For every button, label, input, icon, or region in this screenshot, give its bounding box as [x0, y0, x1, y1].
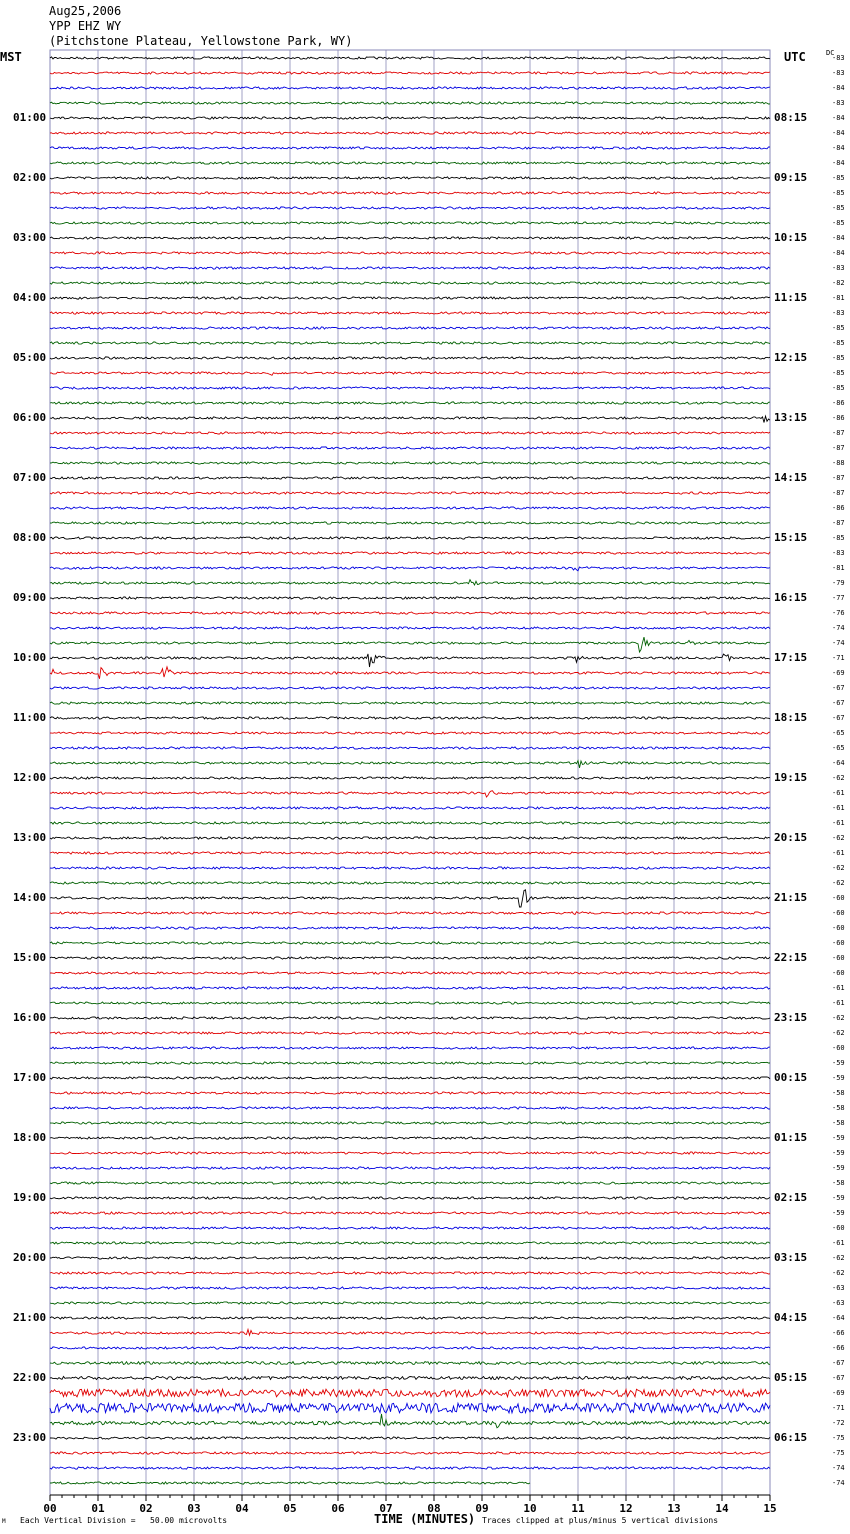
trace-line: [50, 1272, 770, 1274]
x-tick-label: 09: [475, 1502, 489, 1515]
dc-offset-label: -62: [832, 1269, 845, 1277]
dc-offset-label: -61: [832, 999, 845, 1007]
dc-offset-label: -61: [832, 984, 845, 992]
clip-note: Traces clipped at plus/minus 5 vertical divisions: [482, 1516, 719, 1525]
dc-offset-label: -64: [832, 759, 845, 767]
trace-line: [50, 87, 770, 89]
right-hour-label: 09:15: [774, 171, 808, 184]
dc-offset-label: -83: [832, 264, 845, 272]
dc-offset-label: -74: [832, 1479, 845, 1487]
left-hour-label: 16:00: [13, 1011, 47, 1024]
trace-line: [50, 1032, 770, 1034]
dc-offset-label: -62: [832, 1029, 845, 1037]
trace-line: [50, 102, 770, 104]
dc-offset-label: -83: [832, 99, 845, 107]
dc-offset-label: -66: [832, 1329, 845, 1337]
left-hour-label: 08:00: [13, 531, 47, 544]
trace-line: [50, 282, 770, 284]
trace-line: [50, 732, 770, 734]
trace-line: [50, 822, 770, 824]
trace-line: [50, 852, 770, 854]
trace-line: [50, 387, 770, 389]
right-hour-label: 20:15: [774, 831, 808, 844]
trace-line: [50, 132, 770, 134]
dc-offset-label: -71: [832, 654, 845, 662]
left-hour-label: 11:00: [13, 711, 47, 724]
dc-offset-label: -69: [832, 669, 845, 677]
trace-line: [50, 1437, 770, 1439]
trace-line: [50, 207, 770, 209]
trace-line: [50, 1092, 770, 1094]
dc-offset-label: -82: [832, 279, 845, 287]
trace-line: [50, 1317, 770, 1319]
left-hour-label: 23:00: [13, 1431, 47, 1444]
x-tick-label: 00: [43, 1502, 57, 1515]
x-tick-label: 15: [763, 1502, 777, 1515]
right-hour-label: 12:15: [774, 351, 808, 364]
left-hour-label: 19:00: [13, 1191, 47, 1204]
trace-line: [50, 1077, 770, 1079]
trace-line: [50, 837, 770, 839]
trace-line: [50, 1467, 770, 1469]
dc-offset-label: -72: [832, 1419, 845, 1427]
dc-offset-label: -61: [832, 804, 845, 812]
x-tick-label: 11: [571, 1502, 585, 1515]
dc-offset-label: -87: [832, 489, 845, 497]
dc-offset-label: -87: [832, 474, 845, 482]
dc-offset-label: -85: [832, 204, 845, 212]
dc-offset-label: -62: [832, 774, 845, 782]
dc-offset-label: -83: [832, 309, 845, 317]
dc-offset-label: -84: [832, 159, 845, 167]
trace-line: [50, 567, 770, 571]
right-hour-label: 01:15: [774, 1131, 808, 1144]
trace-line: [50, 777, 770, 779]
trace-line: [50, 717, 770, 719]
dc-offset-label: -85: [832, 354, 845, 362]
dc-offset-label: -65: [832, 729, 845, 737]
dc-offset-label: -84: [832, 129, 845, 137]
dc-offset-label: -71: [832, 1404, 845, 1412]
right-hour-label: 21:15: [774, 891, 808, 904]
trace-line: [50, 462, 770, 464]
trace-line: [50, 987, 770, 989]
dc-offset-label: -67: [832, 1359, 845, 1367]
dc-offset-label: -59: [832, 1149, 845, 1157]
trace-line: [50, 147, 770, 149]
right-hour-label: 16:15: [774, 591, 808, 604]
dc-offset-label: -84: [832, 234, 845, 242]
dc-offset-label: -58: [832, 1104, 845, 1112]
dc-offset-label: -60: [832, 969, 845, 977]
trace-line: [50, 177, 770, 179]
trace-line: [50, 747, 770, 749]
trace-line: [50, 416, 770, 422]
left-hour-label: 03:00: [13, 231, 47, 244]
x-tick-label: 13: [667, 1502, 681, 1515]
right-hour-label: 19:15: [774, 771, 808, 784]
plot-date: Aug25,2006: [49, 4, 122, 18]
dc-offset-label: -85: [832, 534, 845, 542]
dc-offset-label: -61: [832, 1239, 845, 1247]
right-hour-label: 05:15: [774, 1371, 808, 1384]
left-hour-label: 09:00: [13, 591, 47, 604]
dc-offset-label: -58: [832, 1179, 845, 1187]
trace-line: [50, 72, 770, 74]
trace-line: [50, 942, 770, 944]
dc-offset-label: -77: [832, 594, 845, 602]
trace-line: [50, 312, 770, 314]
left-hour-label: 12:00: [13, 771, 47, 784]
trace-line: [50, 552, 770, 554]
trace-line: [50, 867, 770, 869]
trace-line: [50, 492, 770, 494]
trace-line: [50, 267, 770, 269]
trace-line: [50, 882, 770, 884]
trace-line: [50, 162, 770, 164]
trace-line: [50, 1414, 770, 1428]
trace-line: [50, 477, 770, 479]
dc-offset-label: -60: [832, 909, 845, 917]
dc-offset-label: -85: [832, 384, 845, 392]
trace-line: [50, 297, 770, 299]
trace-line: [50, 1389, 770, 1397]
trace-line: [50, 252, 770, 254]
trace-line: [50, 1017, 770, 1019]
trace-line: [50, 1182, 770, 1184]
dc-offset-label: -59: [832, 1194, 845, 1202]
dc-offset-label: -86: [832, 414, 845, 422]
x-tick-label: 08: [427, 1502, 441, 1515]
dc-offset-label: -87: [832, 444, 845, 452]
x-tick-label: 07: [379, 1502, 393, 1515]
right-hour-label: 18:15: [774, 711, 808, 724]
trace-line: [50, 1347, 770, 1349]
dc-offset-label: -69: [832, 1389, 845, 1397]
trace-line: [50, 1167, 770, 1169]
dc-offset-label: -83: [832, 549, 845, 557]
scale-note: Each Vertical Division = 50.00 microvolts: [20, 1516, 228, 1525]
trace-line: [50, 972, 770, 974]
trace-line: [50, 1302, 770, 1304]
dc-offset-label: -59: [832, 1134, 845, 1142]
dc-offset-label: -87: [832, 429, 845, 437]
dc-offset-label: -75: [832, 1449, 845, 1457]
left-timezone-label: MST: [0, 50, 22, 64]
dc-offset-label: -83: [832, 54, 845, 62]
dc-offset-label: -58: [832, 1119, 845, 1127]
right-hour-label: 14:15: [774, 471, 808, 484]
dc-offset-label: -85: [832, 324, 845, 332]
trace-line: [50, 687, 770, 689]
right-timezone-label: UTC: [784, 50, 806, 64]
x-tick-label: 12: [619, 1502, 633, 1515]
trace-line: [50, 890, 770, 907]
trace-line: [50, 957, 770, 959]
trace-line: [50, 1287, 770, 1289]
right-hour-label: 17:15: [774, 651, 808, 664]
right-hour-label: 03:15: [774, 1251, 808, 1264]
right-hour-label: 11:15: [774, 291, 808, 304]
x-tick-label: 02: [139, 1502, 153, 1515]
left-hour-label: 14:00: [13, 891, 47, 904]
trace-line: [50, 807, 770, 809]
trace-line: [50, 402, 770, 404]
dc-offset-label: -59: [832, 1164, 845, 1172]
dc-offset-label: -61: [832, 849, 845, 857]
dc-offset-label: -60: [832, 894, 845, 902]
x-tick-label: 01: [91, 1502, 105, 1515]
trace-line: [50, 1377, 770, 1380]
dc-offset-label: -64: [832, 1314, 845, 1322]
x-tick-label: 06: [331, 1502, 345, 1515]
trace-line: [50, 580, 770, 585]
dc-offset-label: -66: [832, 1344, 845, 1352]
trace-line: [50, 342, 770, 344]
trace-line: [50, 357, 770, 359]
dc-offset-label: -62: [832, 864, 845, 872]
dc-column-header: DC: [826, 49, 835, 57]
trace-line: [50, 1002, 770, 1004]
left-hour-label: 04:00: [13, 291, 47, 304]
dc-offset-label: -63: [832, 1284, 845, 1292]
trace-line: [50, 327, 770, 329]
trace-line: [50, 612, 770, 614]
trace-line: [50, 1257, 770, 1259]
trace-line: [50, 1047, 770, 1049]
dc-offset-label: -81: [832, 564, 845, 572]
left-hour-label: 21:00: [13, 1311, 47, 1324]
right-hour-label: 23:15: [774, 1011, 808, 1024]
dc-offset-label: -84: [832, 249, 845, 257]
right-hour-label: 08:15: [774, 111, 808, 124]
dc-offset-label: -85: [832, 339, 845, 347]
trace-line: [50, 1137, 770, 1139]
trace-line: [50, 1227, 770, 1229]
trace-line: [50, 522, 770, 524]
dc-offset-label: -62: [832, 834, 845, 842]
trace-line: [50, 1062, 770, 1064]
right-hour-label: 00:15: [774, 1071, 808, 1084]
dc-offset-label: -59: [832, 1059, 845, 1067]
left-hour-label: 22:00: [13, 1371, 47, 1384]
trace-line: [50, 447, 770, 449]
left-hour-label: 06:00: [13, 411, 47, 424]
trace-line: [50, 1403, 770, 1413]
trace-line: [50, 927, 770, 929]
dc-offset-label: -87: [832, 519, 845, 527]
trace-line: [50, 237, 770, 239]
dc-offset-label: -74: [832, 1464, 845, 1472]
trace-line: [50, 1197, 770, 1199]
trace-line: [50, 702, 770, 704]
trace-line: [50, 667, 770, 679]
trace-line: [50, 597, 770, 599]
dc-offset-label: -61: [832, 819, 845, 827]
station-code: YPP EHZ WY: [49, 19, 122, 33]
trace-line: [50, 222, 770, 224]
left-hour-label: 07:00: [13, 471, 47, 484]
dc-offset-label: -62: [832, 1254, 845, 1262]
dc-offset-label: -59: [832, 1074, 845, 1082]
left-hour-label: 15:00: [13, 951, 47, 964]
dc-offset-label: -67: [832, 699, 845, 707]
trace-line: [50, 912, 770, 915]
dc-offset-label: -63: [832, 1299, 845, 1307]
dc-offset-label: -67: [832, 684, 845, 692]
dc-offset-label: -85: [832, 219, 845, 227]
dc-offset-label: -85: [832, 174, 845, 182]
right-hour-label: 10:15: [774, 231, 808, 244]
trace-line: [50, 1107, 770, 1109]
trace-line: [50, 791, 770, 797]
trace-line: [50, 1329, 770, 1335]
dc-offset-label: -76: [832, 609, 845, 617]
dc-offset-label: -84: [832, 84, 845, 92]
dc-offset-label: -58: [832, 1089, 845, 1097]
trace-line: [50, 627, 770, 629]
right-hour-label: 22:15: [774, 951, 808, 964]
trace-line: [50, 654, 770, 667]
dc-offset-label: -86: [832, 504, 845, 512]
station-location: (Pitchstone Plateau, Yellowstone Park, WY): [49, 34, 353, 48]
dc-offset-label: -60: [832, 1044, 845, 1052]
right-hour-label: 02:15: [774, 1191, 808, 1204]
right-hour-label: 04:15: [774, 1311, 808, 1324]
trace-line: [50, 57, 770, 59]
trace-line: [50, 1242, 770, 1244]
right-hour-label: 13:15: [774, 411, 808, 424]
x-tick-label: 10: [523, 1502, 537, 1515]
left-hour-label: 17:00: [13, 1071, 47, 1084]
trace-line: [50, 1452, 770, 1454]
trace-line: [50, 1362, 770, 1365]
x-tick-label: 03: [187, 1502, 201, 1515]
corner-mark: M: [2, 1518, 6, 1525]
x-tick-label: 14: [715, 1502, 729, 1515]
x-tick-label: 04: [235, 1502, 249, 1515]
dc-offset-label: -88: [832, 459, 845, 467]
dc-offset-label: -75: [832, 1434, 845, 1442]
trace-line: [50, 1212, 770, 1214]
trace-line: [50, 761, 770, 768]
trace-line: [50, 637, 770, 652]
x-axis-title: TIME (MINUTES): [374, 1512, 476, 1526]
trace-line: [50, 372, 770, 375]
left-hour-label: 20:00: [13, 1251, 47, 1264]
dc-offset-label: -83: [832, 69, 845, 77]
x-tick-label: 05: [283, 1502, 297, 1515]
dc-offset-label: -60: [832, 954, 845, 962]
dc-offset-label: -79: [832, 579, 845, 587]
trace-line: [50, 432, 770, 434]
trace-line: [50, 507, 770, 509]
dc-offset-label: -67: [832, 714, 845, 722]
dc-offset-label: -59: [832, 1209, 845, 1217]
trace-line: [50, 537, 770, 539]
dc-offset-label: -60: [832, 1224, 845, 1232]
dc-offset-label: -84: [832, 144, 845, 152]
dc-offset-label: -65: [832, 744, 845, 752]
trace-line: [50, 1122, 770, 1124]
left-hour-label: 02:00: [13, 171, 47, 184]
dc-offset-label: -85: [832, 189, 845, 197]
left-hour-label: 18:00: [13, 1131, 47, 1144]
left-hour-label: 01:00: [13, 111, 47, 124]
dc-offset-label: -85: [832, 369, 845, 377]
dc-offset-label: -67: [832, 1374, 845, 1382]
left-hour-label: 13:00: [13, 831, 47, 844]
left-hour-label: 05:00: [13, 351, 47, 364]
left-hour-label: 10:00: [13, 651, 47, 664]
dc-offset-label: -61: [832, 789, 845, 797]
right-hour-label: 15:15: [774, 531, 808, 544]
dc-offset-label: -74: [832, 624, 845, 632]
trace-line: [50, 117, 770, 119]
dc-offset-label: -60: [832, 924, 845, 932]
dc-offset-label: -74: [832, 639, 845, 647]
trace-line: [50, 192, 770, 194]
trace-line: [50, 1152, 770, 1154]
dc-offset-label: -84: [832, 114, 845, 122]
dc-offset-label: -60: [832, 939, 845, 947]
right-hour-label: 06:15: [774, 1431, 808, 1444]
dc-offset-label: -62: [832, 1014, 845, 1022]
dc-offset-label: -86: [832, 399, 845, 407]
dc-offset-label: -62: [832, 879, 845, 887]
dc-offset-label: -81: [832, 294, 845, 302]
